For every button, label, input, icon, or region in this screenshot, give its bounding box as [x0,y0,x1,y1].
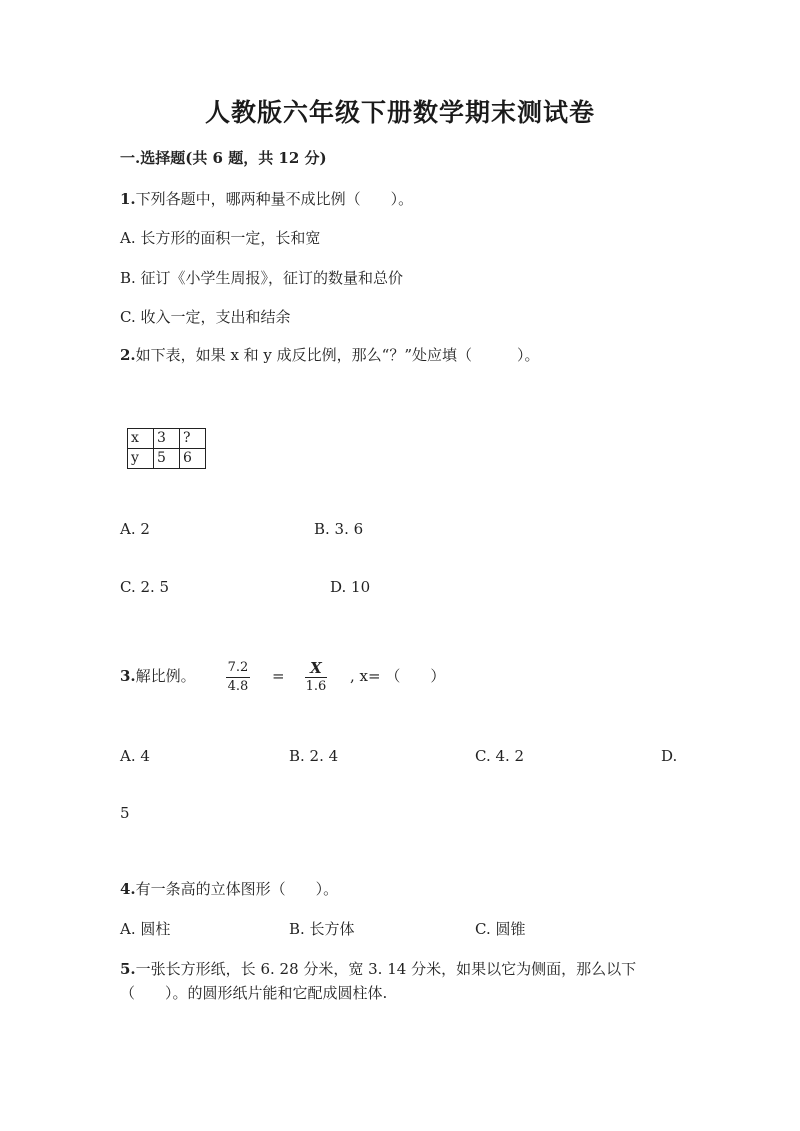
fraction-numerator: 7.2 [227,660,249,675]
option-a: A. 2 [120,520,150,538]
answer-blank: , x= （ ） [350,667,446,685]
question-5 [120,960,636,978]
fraction-left [226,660,250,695]
table-row [128,429,206,449]
option-c: C. 圆锥 [475,920,526,938]
table-cell: 6 [180,449,206,469]
question-text: 下列各题中，哪两种量不成比例（ ）。 [135,190,414,208]
option-c: C. 4. 2 [475,747,525,765]
question-number: 5. [120,960,136,978]
option-d: D. 10 [330,578,371,596]
question-text: 解比例。 [135,667,196,685]
question-1 [120,190,413,208]
table-cell: x [128,429,154,449]
question-3 [120,667,196,685]
fraction-right [305,660,327,695]
question-text: 有一条高的立体图形（ ）。 [135,880,339,898]
option-c: C. 2. 5 [120,578,170,596]
fraction-denominator: 4.8 [227,679,249,694]
option-a: A. 长方形的面积一定，长和宽 [120,229,321,247]
question-4 [120,880,338,898]
question-number: 1. [120,190,136,208]
fraction-denominator: 1.6 [305,679,327,694]
table-cell: ? [180,429,206,449]
table-cell: y [128,449,154,469]
option-b: B. 2. 4 [289,747,339,765]
question-2 [120,346,540,364]
option-a: A. 4 [120,747,150,765]
fraction-bar [305,677,327,678]
table-cell: 3 [154,429,180,449]
option-b: B. 3. 6 [314,520,364,538]
question-text: 一张长方形纸，长 6. 28 分米，宽 3. 14 分米，如果以它为侧面，那么以下 [135,960,637,978]
table-row [128,449,206,469]
fraction-numerator: X [310,659,322,677]
equals-sign: = [272,667,285,685]
option-a: A. 圆柱 [120,920,171,938]
table-cell: 5 [154,449,180,469]
page-title: 人教版六年级下册数学期末测试卷 [204,98,595,127]
question-number: 2. [120,346,136,364]
section-heading: 一.选择题(共 6 题，共 12 分) [120,149,327,167]
option-b: B. 征订《小学生周报》，征订的数量和总价 [120,269,404,287]
question-text-line2: （ ）。的圆形纸片能和它配成圆柱体. [120,984,388,1002]
option-c: C. 收入一定，支出和结余 [120,308,291,326]
question-number: 4. [120,880,136,898]
fraction-bar [226,677,250,678]
question-text: 如下表，如果 x 和 y 成反比例，那么“？”处应填（ ）。 [135,346,540,364]
question-number: 3. [120,667,136,685]
option-d: D. [661,747,678,765]
option-b: B. 长方体 [289,920,355,938]
option-d-value: 5 [120,804,130,822]
xy-table [127,428,206,469]
